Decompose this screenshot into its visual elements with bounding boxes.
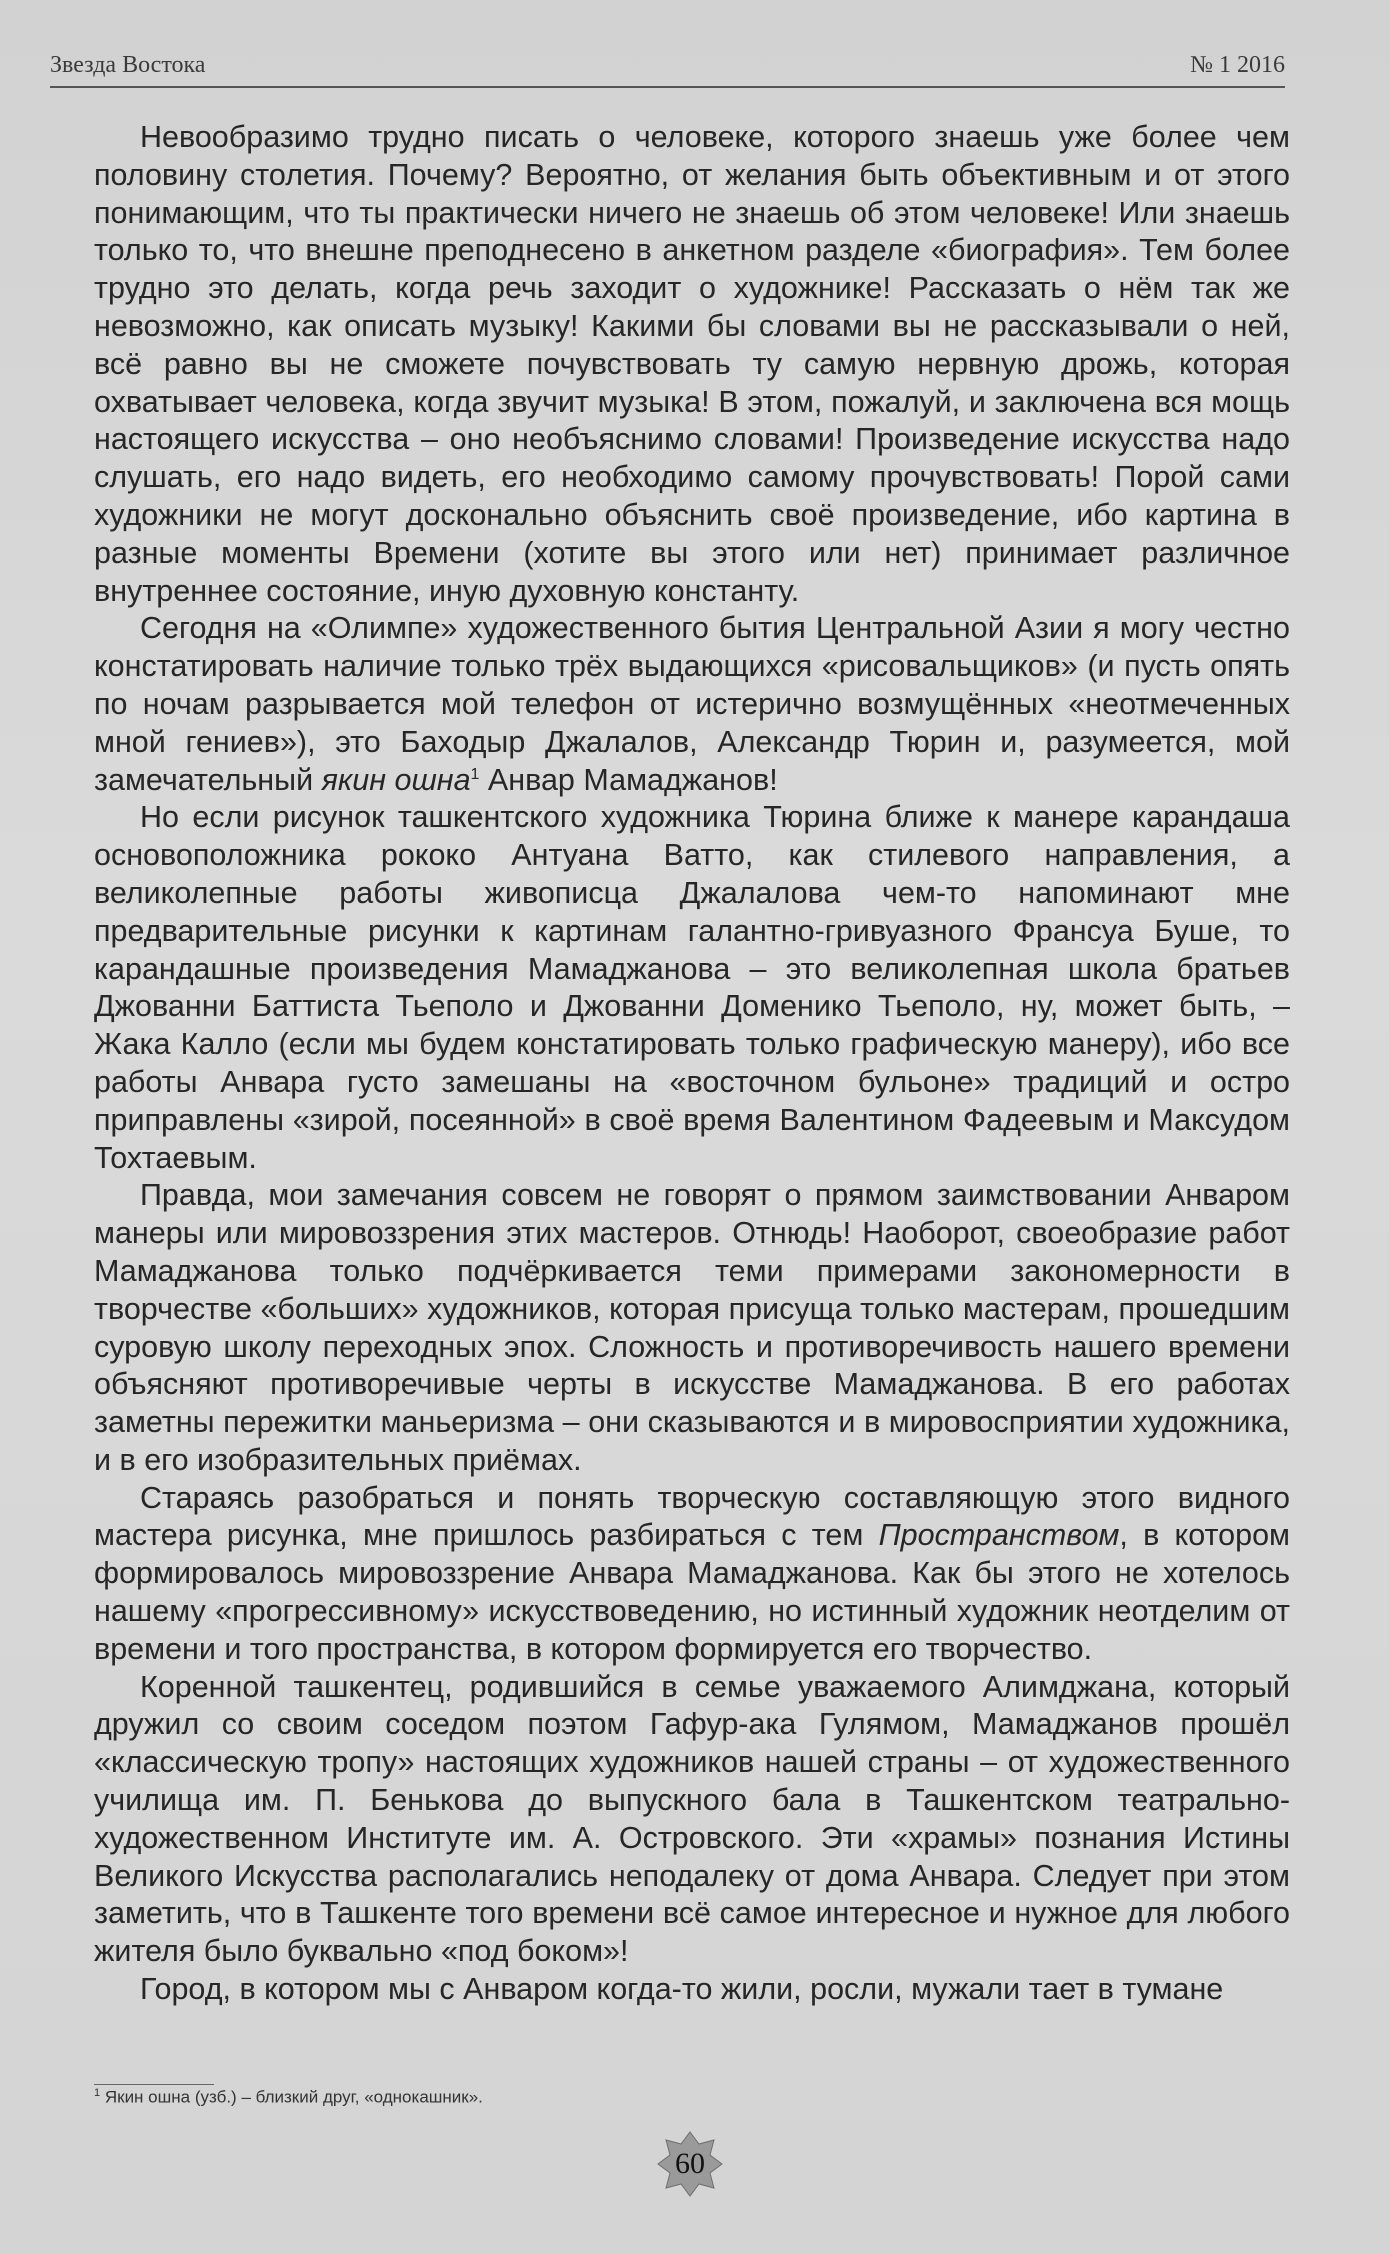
paragraph-7: Город, в котором мы с Анваром когда-то жили, росли, мужали тает в тумане — [140, 1972, 1224, 2007]
running-header — [50, 50, 1285, 88]
footnote — [94, 2087, 483, 2108]
paragraph-3: Но если рисунок ташкентского художника Тюрина ближе к манере карандаша основоположника рококо Антуана Ватто, как стилевого направления, а великолепные работы живописца Джалалова чем-то напоминают мне предварительные рисунки к картинам галантно-гривуазного Франсуа Буше, то карандашные произведения Мамаджанова – это великолепная школа братьев Джованни Баттиста Тьеполо и Джованни Доменико Тьеполо, ну, может быть, – Жака Калло (если мы будем констатировать только графическую манеру), ибо все работы Анвара густо замешаны на «восточном бульоне» традиций и остро приправлены «зирой, посеянной» в своё время Валентином Фадеевым и Максудом Тохтаевым. — [94, 800, 1290, 1175]
footnote-divider — [94, 2084, 214, 2085]
footnote-ref[interactable]: 1 — [470, 765, 480, 783]
paragraph-2: Сегодня на «Олимпе» художественного бытия Центральной Азии я могу честно констатировать наличие только трёх выдающихся «рисовальщиков» (и пусть опять по ночам разрывается мой телефон от истерично возмущённых «неотмеченных мной гениев»), это Баходыр Джалалов, Александр Тюрин и, разумеется, мой замечательный якин ошна$^1$ Анвар Мамаджанов! — [94, 611, 1290, 797]
page-number: 60 — [675, 2147, 705, 2180]
italic-term: якин ошна — [321, 762, 471, 797]
article-body — [94, 119, 1290, 2009]
paragraph-6: Коренной ташкентец, родившийся в семье уважаемого Алимджана, который дружил со своим соседом поэтом Гафур-ака Гулямом, Мамаджанов прошёл «классическую тропу» настоящих художников нашей страны – от художественного училища им. П. Бенькова до выпускного бала в Ташкентском театрально-художественном Институте им. А. Островского. Эти «храмы» познания Истины Великого Искусства располагались неподалеку от дома Анвара. Следует при этом заметить, что в Ташкенте того времени всё самое интересное и нужное для любого жителя было буквально «под боком»! — [94, 1669, 1290, 1969]
paragraph-4: Правда, мои замечания совсем не говорят о прямом заимствовании Анваром манеры или мировоззрения этих мастеров. Отнюдь! Наоборот, своеобразие работ Мамаджанова только подчёркивается теми примерами закономерности в творчестве «больших» художников, которая присуща только мастерам, прошедшим суровую школу переходных эпох. Сложность и противоречивость нашего времени объясняют противоречивые черты в искусстве Мамаджанова. В его работах заметны пережитки маньеризма – они сказываются и в мировосприятии художника, и в его изобразительных приёмах. — [94, 1178, 1290, 1477]
paragraph-1: Невообразимо трудно писать о человеке, которого знаешь уже более чем половину столетия. Почему? Вероятно, от желания быть объективным и от этого понимающим, что ты практически ничего не знаешь об этом человеке! Или знаешь только то, что внешне преподнесено в анкетном разделе «биография». Тем более трудно это делать, когда речь заходит о художнике! Рассказать о нём так же невозможно, как описать музыку! Какими бы словами вы не рассказывали о ней, всё равно вы не сможете почувствовать ту самую нервную дрожь, которая охватывает человека, когда звучит музыка! В этом, пожалуй, и заключена вся мощь настоящего искусства – оно необъяснимо словами! Произведение искусства надо слушать, его надо видеть, его необходимо самому прочувствовать! Порой сами художники не могут досконально объяснить своё произведение, ибо картина в разные моменты Времени (хотите вы этого или нет) принимает различное внутреннее состояние, иную духовную константу. — [94, 120, 1290, 608]
issue-number: № 1 2016 — [1190, 52, 1285, 78]
journal-title: Звезда Востока — [50, 52, 206, 78]
italic-term: Пространством — [878, 1518, 1120, 1553]
paragraph-5: Стараясь разобраться и понять творческую составляющую этого видного мастера рисунка, мне пришлось разбираться с тем Пространством, в котором формировалось мировоззрение Анвара Мамаджанова. Как бы этого не хотелось нашему «прогрессивному» искусствоведению, но истинный художник неотделим от времени и того пространства, в котором формируется его творчество. — [94, 1480, 1290, 1666]
page-number-badge — [656, 2130, 724, 2198]
footnote-text: Якин ошна (узб.) – близкий друг, «однокашник». — [100, 2087, 483, 2107]
footnote-marker: 1 — [94, 2087, 101, 2099]
